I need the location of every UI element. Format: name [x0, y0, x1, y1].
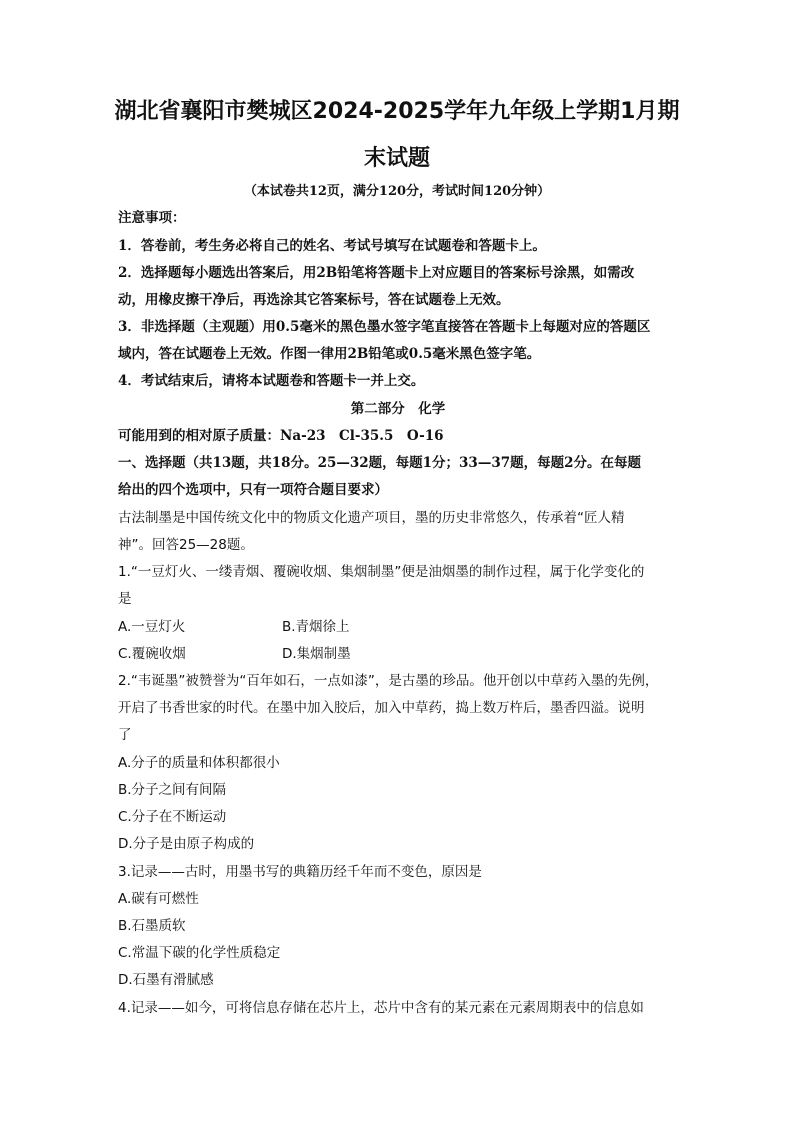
- option-a: A.一豆灯火: [118, 619, 186, 635]
- notice-item: 4．考试结束后，请将本试题卷和答题卡一并上交。: [118, 373, 425, 389]
- question-1-stem: 1.“一豆灯火、一缕青烟、覆碗收烟、集烟制墨”便是油烟墨的制作过程，属于化学变化的: [118, 564, 645, 580]
- question-2-stem: 2.“韦诞墨”被赞誉为“百年如石，一点如漆”，是古墨的珍品。他开创以中草药入墨的先例，: [118, 673, 659, 689]
- section-title: 第二部分 化学: [350, 401, 446, 417]
- part-one-heading: 一、选择题（共13题，共18分。25—32题，每题1分；33—37题，每题2分。在每题: [118, 455, 642, 471]
- exam-title-continued: 末试题: [363, 146, 430, 171]
- notice-heading: 注意事项：: [118, 210, 186, 226]
- option-d: D.集烟制墨: [282, 646, 351, 662]
- option-d: D.石墨有滑腻感: [118, 972, 214, 988]
- exam-note: （本试卷共12页，满分120分，考试时间120分钟）: [243, 184, 551, 199]
- option-b: B.石墨质软: [118, 918, 186, 934]
- notice-item: 1．答卷前，考生务必将自己的姓名、考试号填写在试题卷和答题卡上。: [118, 238, 546, 254]
- option-a: A.碳有可燃性: [118, 891, 199, 907]
- question-2-stem-continued: 了: [118, 727, 132, 743]
- option-a: A.分子的质量和体积都很小: [118, 755, 280, 771]
- notice-item-continued: 动，用橡皮擦干净后，再选涂其它答案标号，答在试题卷上无效。: [118, 292, 510, 308]
- question-4-stem: 4.记录——如今，可将信息存储在芯片上，芯片中含有的某元素在元素周期表中的信息如: [118, 1000, 644, 1016]
- question-1-options-row: [118, 642, 678, 662]
- option-d: D.分子是由原子构成的: [118, 836, 255, 852]
- question-2-stem-continued: 开启了书香世家的时代。在墨中加入胶后，加入中草药，捣上数万杵后，墨香四溢。说明: [118, 700, 645, 716]
- notice-item: 2．选择题每小题选出答案后，用2B铅笔将答题卡上对应题目的答案标号涂黑，如需改: [118, 265, 635, 281]
- option-b: B.分子之间有间隔: [118, 782, 227, 798]
- option-c: C.覆碗收烟: [118, 646, 186, 662]
- notice-item: 3．非选择题（主观题）用0.5毫米的黑色墨水签字笔直接答在答题卡上每题对应的答题区: [118, 319, 651, 335]
- atomic-mass-info: 可能用到的相对原子质量：Na-23 Cl-35.5 O-16: [118, 428, 444, 444]
- reading-intro-continued: 神”。回答25—28题。: [118, 537, 254, 553]
- part-one-heading-continued: 给出的四个选项中，只有一项符合题目要求）: [118, 482, 388, 498]
- option-c: C.分子在不断运动: [118, 809, 227, 825]
- exam-title: 湖北省襄阳市樊城区2024-2025学年九年级上学期1月期: [114, 99, 680, 124]
- reading-intro: 古法制墨是中国传统文化中的物质文化遗产项目，墨的历史非常悠久，传承着“匠人精: [118, 510, 625, 526]
- notice-item-continued: 域内，答在试题卷上无效。作图一律用2B铅笔或0.5毫米黑色签字笔。: [118, 346, 541, 362]
- option-b: B.青烟徐上: [282, 619, 350, 635]
- question-1-stem-continued: 是: [118, 591, 132, 607]
- option-c: C.常温下碳的化学性质稳定: [118, 945, 281, 961]
- question-1-options-row: [118, 615, 678, 635]
- question-3-stem: 3.记录——古时，用墨书写的典籍历经千年而不变色，原因是: [118, 864, 482, 880]
